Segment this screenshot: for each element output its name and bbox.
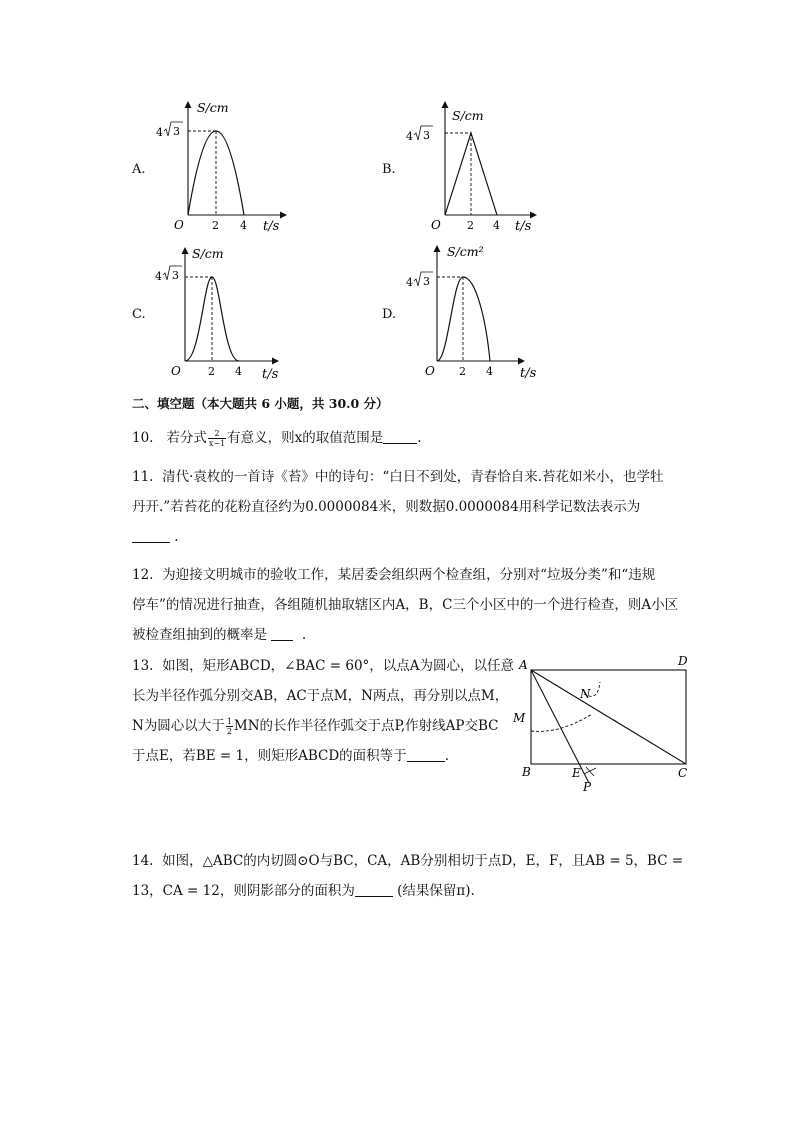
question-text: MN的长作半径作弧交于点P,作射线AP交BC: [233, 718, 499, 734]
option-c-graph: [150, 242, 290, 382]
peak-label: 4: [406, 130, 413, 143]
x-axis-label: t/s: [263, 219, 280, 234]
peak-label: 4: [155, 270, 162, 283]
peak-sqrt-label: 3: [423, 129, 430, 142]
answer-blank[interactable]: [132, 528, 170, 543]
answer-blank[interactable]: [271, 626, 293, 641]
x-axis-label: t/s: [520, 366, 537, 381]
tick-label: 4: [493, 219, 500, 232]
vertex-b-label: B: [522, 765, 531, 779]
vertex-d-label: D: [678, 654, 688, 668]
y-axis-label: S/cm²: [447, 244, 484, 259]
question-text: N为圆心以大于: [132, 718, 225, 734]
option-d-label[interactable]: D.: [382, 307, 397, 322]
origin-label: O: [171, 364, 181, 378]
question-text: 如图，矩形ABCD，∠BAC = 60°，以点A为圆心，以任意: [162, 658, 515, 674]
question-text: 停车”的情况进行抽查，各组随机抽取辖区内A，B，C三个小区中的一个进行检查，则A小区: [132, 597, 679, 613]
fraction: $\frac{2}{x-1}$: [208, 429, 226, 448]
origin-label: O: [174, 218, 184, 232]
section-title: 二、填空题（本大题共 6 小题，共 30.0 分）: [132, 396, 389, 411]
rectangle-figure: [510, 650, 700, 795]
question-10: 10. 若分式 $\frac{2}{x-1}$ 有意义，则x的取值范围是 .: [132, 429, 422, 448]
option-b-label[interactable]: B.: [382, 162, 396, 177]
fraction: $\frac{1}{2}$: [226, 717, 232, 736]
question-text: 清代·袁枚的一首诗《苔》中的诗句：“白日不到处，青春恰自来.苔花如米小，也学牡: [162, 469, 664, 485]
point-n-label: N: [580, 687, 591, 701]
peak-sqrt-label: 3: [172, 269, 179, 282]
question-text: (结果保留π).: [397, 883, 475, 899]
question-number: 13.: [132, 658, 154, 674]
tick-label: 2: [212, 219, 219, 232]
tick-label: 2: [459, 365, 466, 378]
tick-label: 4: [486, 365, 493, 378]
peak-sqrt-label: 3: [173, 125, 180, 138]
question-number: 14.: [132, 853, 154, 869]
question-number: 12.: [132, 567, 154, 583]
option-a-graph: [150, 98, 290, 236]
question-text: 如图，△ABC的内切圆⊙O与BC，CA，AB分别相切于点D，E，F，且AB = 5，BC =: [162, 853, 684, 869]
question-text: 13，CA = 12，则阴影部分的面积为: [132, 883, 355, 899]
vertex-a-label: A: [519, 658, 528, 672]
point-p-label: P: [583, 780, 592, 794]
question-text: 为迎接文明城市的验收工作，某居委会组织两个检查组，分别对“垃圾分类”和“违规: [162, 567, 656, 583]
origin-label: O: [425, 364, 435, 378]
y-axis-label: S/cm: [452, 108, 484, 123]
vertex-c-label: C: [678, 766, 688, 780]
option-b-graph: [400, 98, 550, 236]
tick-label: 2: [467, 219, 474, 232]
question-11: 11. 清代·袁枚的一首诗《苔》中的诗句：“白日不到处，青春恰自来.苔花如米小，也学牡 丹开.”若苔花的花粉直径约为0.0000084米，则数据0.0000084用科学记数法表示为 .: [132, 462, 692, 552]
y-axis-label: S/cm: [197, 100, 229, 115]
question-14: [132, 846, 692, 906]
point-m-label: M: [513, 711, 526, 725]
answer-blank[interactable]: [383, 429, 417, 444]
peak-label: 4: [156, 126, 163, 139]
question-text: 于点E，若BE = 1，则矩形ABCD的面积等于: [132, 748, 407, 764]
question-number: 10.: [132, 430, 154, 446]
answer-blank[interactable]: [355, 882, 393, 897]
y-axis-label: S/cm: [192, 246, 224, 261]
x-axis-label: t/s: [262, 367, 279, 382]
question-text: 长为半径作弧分别交AB，AC于点M，N两点，再分别以点M，: [132, 688, 509, 704]
x-axis-label: t/s: [515, 219, 532, 234]
question-text: 若分式: [166, 430, 207, 446]
question-13: 13. 如图，矩形ABCD，∠BAC = 60°，以点A为圆心，以任意 长为半径作弧分别交AB，AC于点M，N两点，再分别以点M， N为圆心以大于 $\frac{1}{2}$ MN的长作半径作弧交于点P,作射线AP交BC 于点E，若BE = 1，则矩形ABCD的面积等于 .: [132, 658, 515, 764]
question-text: 丹开.”若苔花的花粉直径约为0.0000084米，则数据0.0000084用科学记数法表示为: [132, 499, 641, 515]
question-number: 11.: [132, 469, 154, 485]
peak-label: 4: [406, 276, 413, 289]
tick-label: 4: [240, 219, 247, 232]
option-c-label[interactable]: C.: [132, 307, 146, 322]
question-text: 有意义，则x的取值范围是: [227, 430, 384, 446]
origin-label: O: [431, 218, 441, 232]
option-d-graph: [400, 240, 550, 382]
answer-blank[interactable]: [407, 747, 445, 762]
tick-label: 2: [208, 365, 215, 378]
question-text: 被检查组抽到的概率是: [132, 627, 267, 643]
point-e-label: E: [572, 766, 581, 780]
tick-label: 4: [235, 365, 242, 378]
option-a-label[interactable]: A.: [132, 162, 146, 177]
peak-sqrt-label: 3: [423, 275, 430, 288]
question-12: 12. 为迎接文明城市的验收工作，某居委会组织两个检查组，分别对“垃圾分类”和“违规 停车”的情况进行抽查，各组随机抽取辖区内A，B，C三个小区中的一个进行检查，则A小区 被检查组抽到的概率是 .: [132, 560, 692, 650]
